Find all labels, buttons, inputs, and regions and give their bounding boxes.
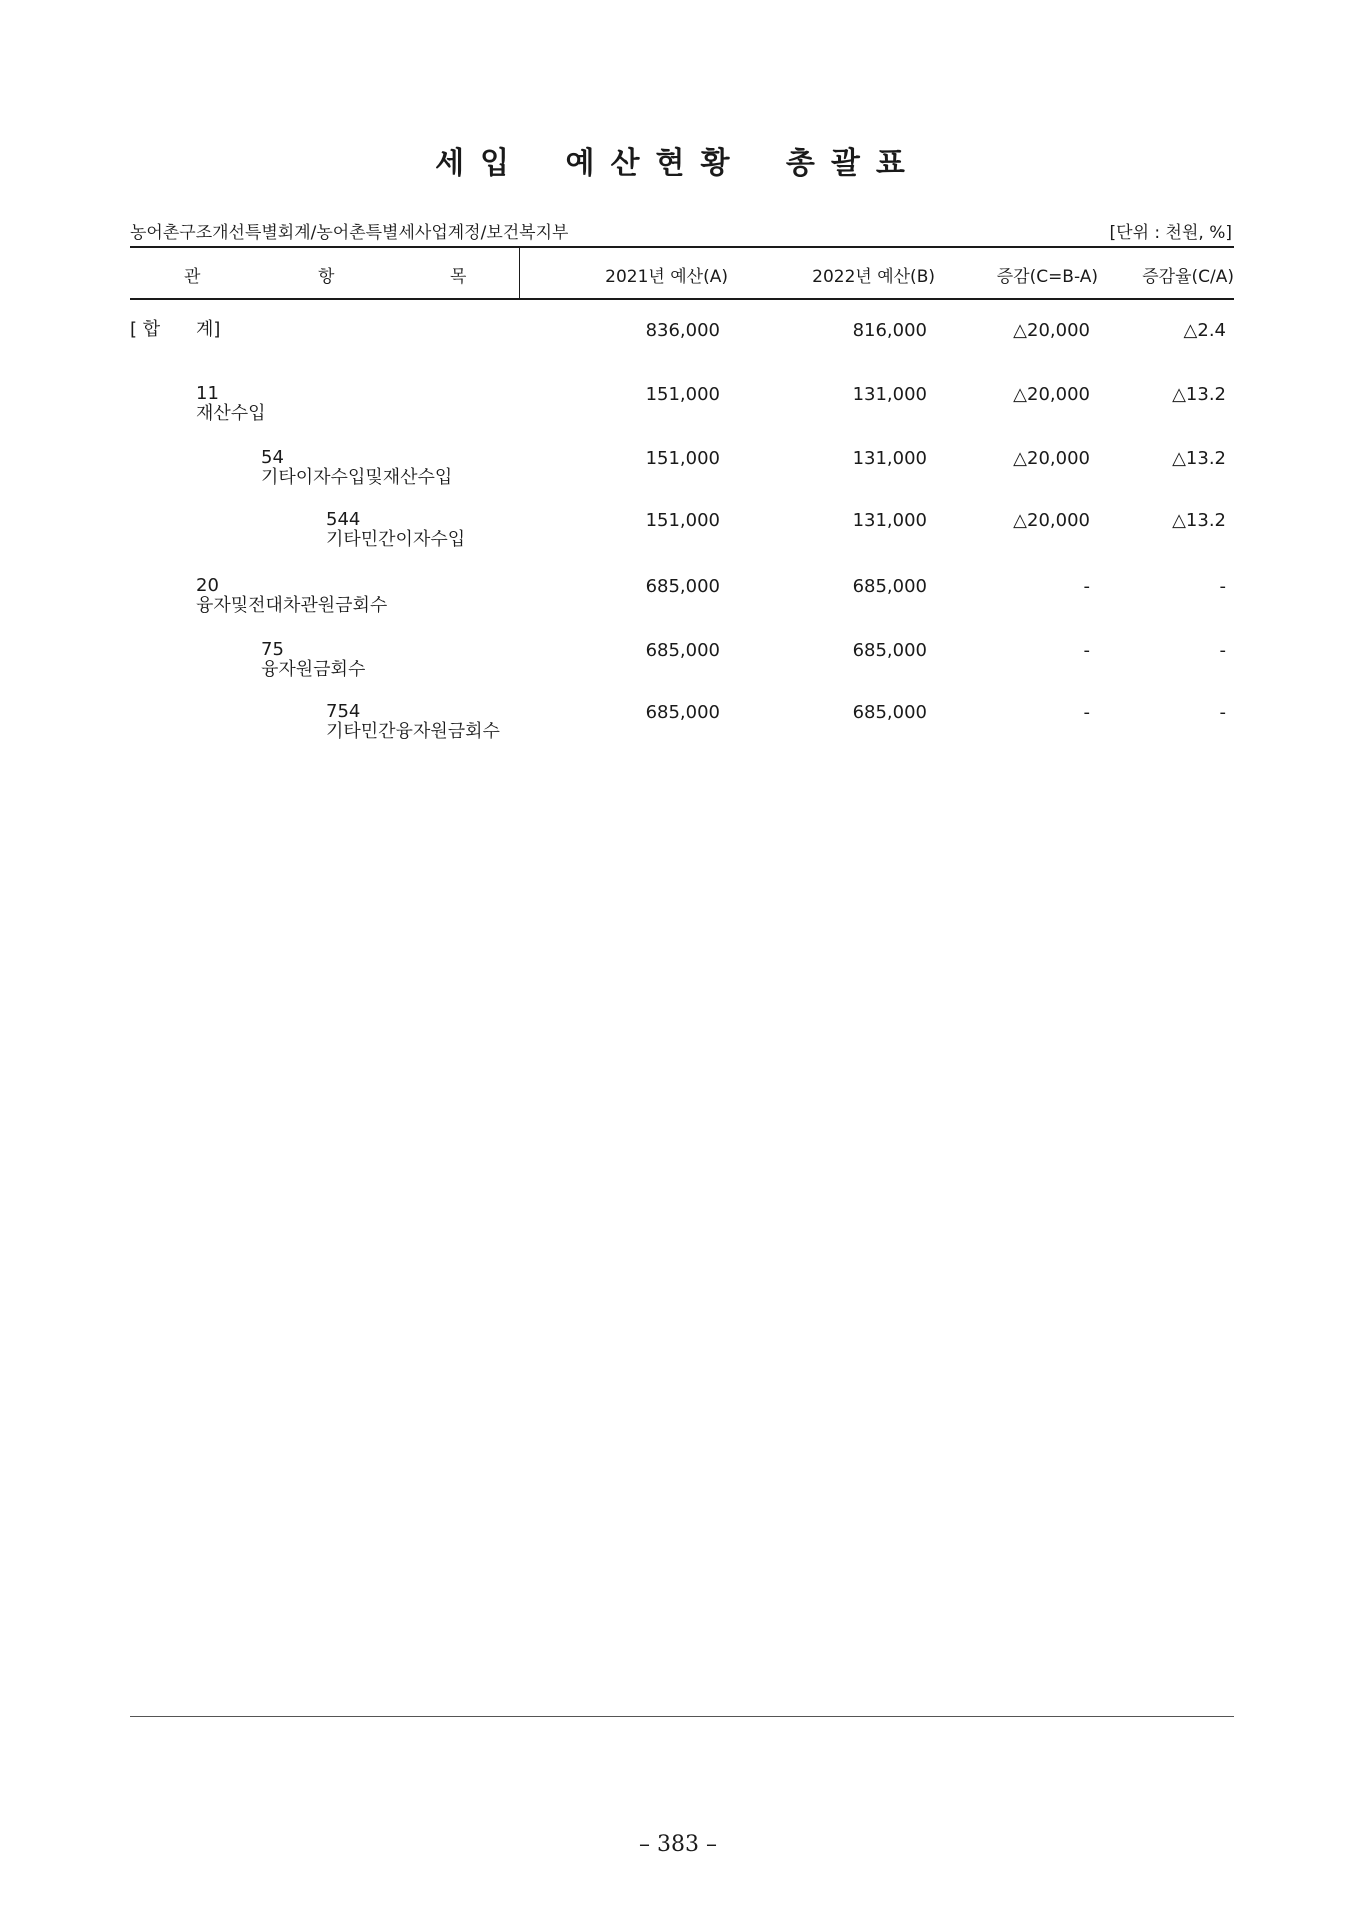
row-name: 기타민간이자수입 bbox=[326, 529, 466, 550]
row-rate: △13.2 bbox=[1172, 448, 1226, 469]
row-name: 재산수입 bbox=[196, 403, 266, 424]
table-top-rule bbox=[130, 246, 1234, 248]
row-rate: △13.2 bbox=[1172, 384, 1226, 405]
row-2021: 685,000 bbox=[645, 640, 720, 661]
row-label bbox=[326, 510, 465, 550]
col-header-gwan: 관 bbox=[184, 267, 201, 287]
col-header-change: 증감(C=B-A) bbox=[996, 267, 1098, 287]
row-change: △20,000 bbox=[1013, 384, 1090, 405]
col-header-rate: 증감율(C/A) bbox=[1142, 267, 1234, 287]
row-2022: 131,000 bbox=[852, 448, 927, 469]
header-divider bbox=[519, 248, 520, 298]
row-rate: - bbox=[1219, 702, 1226, 723]
row-name: 기타이자수입및재산수입 bbox=[261, 467, 453, 488]
row-2022: 131,000 bbox=[852, 384, 927, 405]
total-2022: 816,000 bbox=[852, 320, 927, 341]
row-code: 11 bbox=[196, 383, 219, 404]
row-2022: 685,000 bbox=[852, 576, 927, 597]
row-rate: - bbox=[1219, 640, 1226, 661]
col-header-hang: 항 bbox=[318, 267, 335, 287]
account-name: 농어촌구조개선특별회계/농어촌특별세사업계정/보건복지부 bbox=[130, 223, 569, 243]
page-number: – 383 – bbox=[639, 1832, 717, 1857]
total-change: △20,000 bbox=[1013, 320, 1090, 341]
row-name: 기타민간융자원금회수 bbox=[326, 721, 500, 742]
row-name: 융자원금회수 bbox=[261, 659, 366, 680]
unit-label: [단위 : 천원, %] bbox=[1109, 223, 1232, 243]
row-code: 75 bbox=[261, 639, 284, 660]
row-2021: 151,000 bbox=[645, 510, 720, 531]
table-header-rule bbox=[130, 298, 1234, 300]
row-change: - bbox=[1083, 702, 1090, 723]
col-header-mok: 목 bbox=[450, 267, 467, 287]
row-label bbox=[326, 702, 500, 742]
row-change: △20,000 bbox=[1013, 448, 1090, 469]
row-name: 융자및전대차관원금회수 bbox=[196, 595, 388, 616]
row-label bbox=[261, 640, 365, 680]
row-code: 54 bbox=[261, 447, 284, 468]
col-header-2021: 2021년 예산(A) bbox=[605, 267, 728, 287]
row-label bbox=[261, 448, 452, 488]
row-rate: - bbox=[1219, 576, 1226, 597]
row-label bbox=[196, 576, 387, 616]
row-2022: 685,000 bbox=[852, 640, 927, 661]
row-2022: 131,000 bbox=[852, 510, 927, 531]
row-2021: 685,000 bbox=[645, 576, 720, 597]
row-2021: 151,000 bbox=[645, 384, 720, 405]
row-change: △20,000 bbox=[1013, 510, 1090, 531]
total-rate: △2.4 bbox=[1183, 320, 1226, 341]
row-code: 754 bbox=[326, 701, 361, 722]
page-bottom-rule bbox=[130, 1716, 1234, 1717]
total-label-close: 계] bbox=[196, 319, 221, 340]
page-title: 세입 예산현황 총괄표 bbox=[435, 146, 921, 181]
row-rate: △13.2 bbox=[1172, 510, 1226, 531]
total-2021: 836,000 bbox=[645, 320, 720, 341]
row-2021: 685,000 bbox=[645, 702, 720, 723]
row-change: - bbox=[1083, 640, 1090, 661]
table-caption bbox=[130, 218, 1232, 243]
row-label bbox=[196, 384, 266, 424]
row-code: 544 bbox=[326, 509, 361, 530]
row-2022: 685,000 bbox=[852, 702, 927, 723]
col-header-2022: 2022년 예산(B) bbox=[812, 267, 935, 287]
row-change: - bbox=[1083, 576, 1090, 597]
total-label-open: [ 합 bbox=[130, 319, 161, 340]
row-code: 20 bbox=[196, 575, 219, 596]
row-2021: 151,000 bbox=[645, 448, 720, 469]
